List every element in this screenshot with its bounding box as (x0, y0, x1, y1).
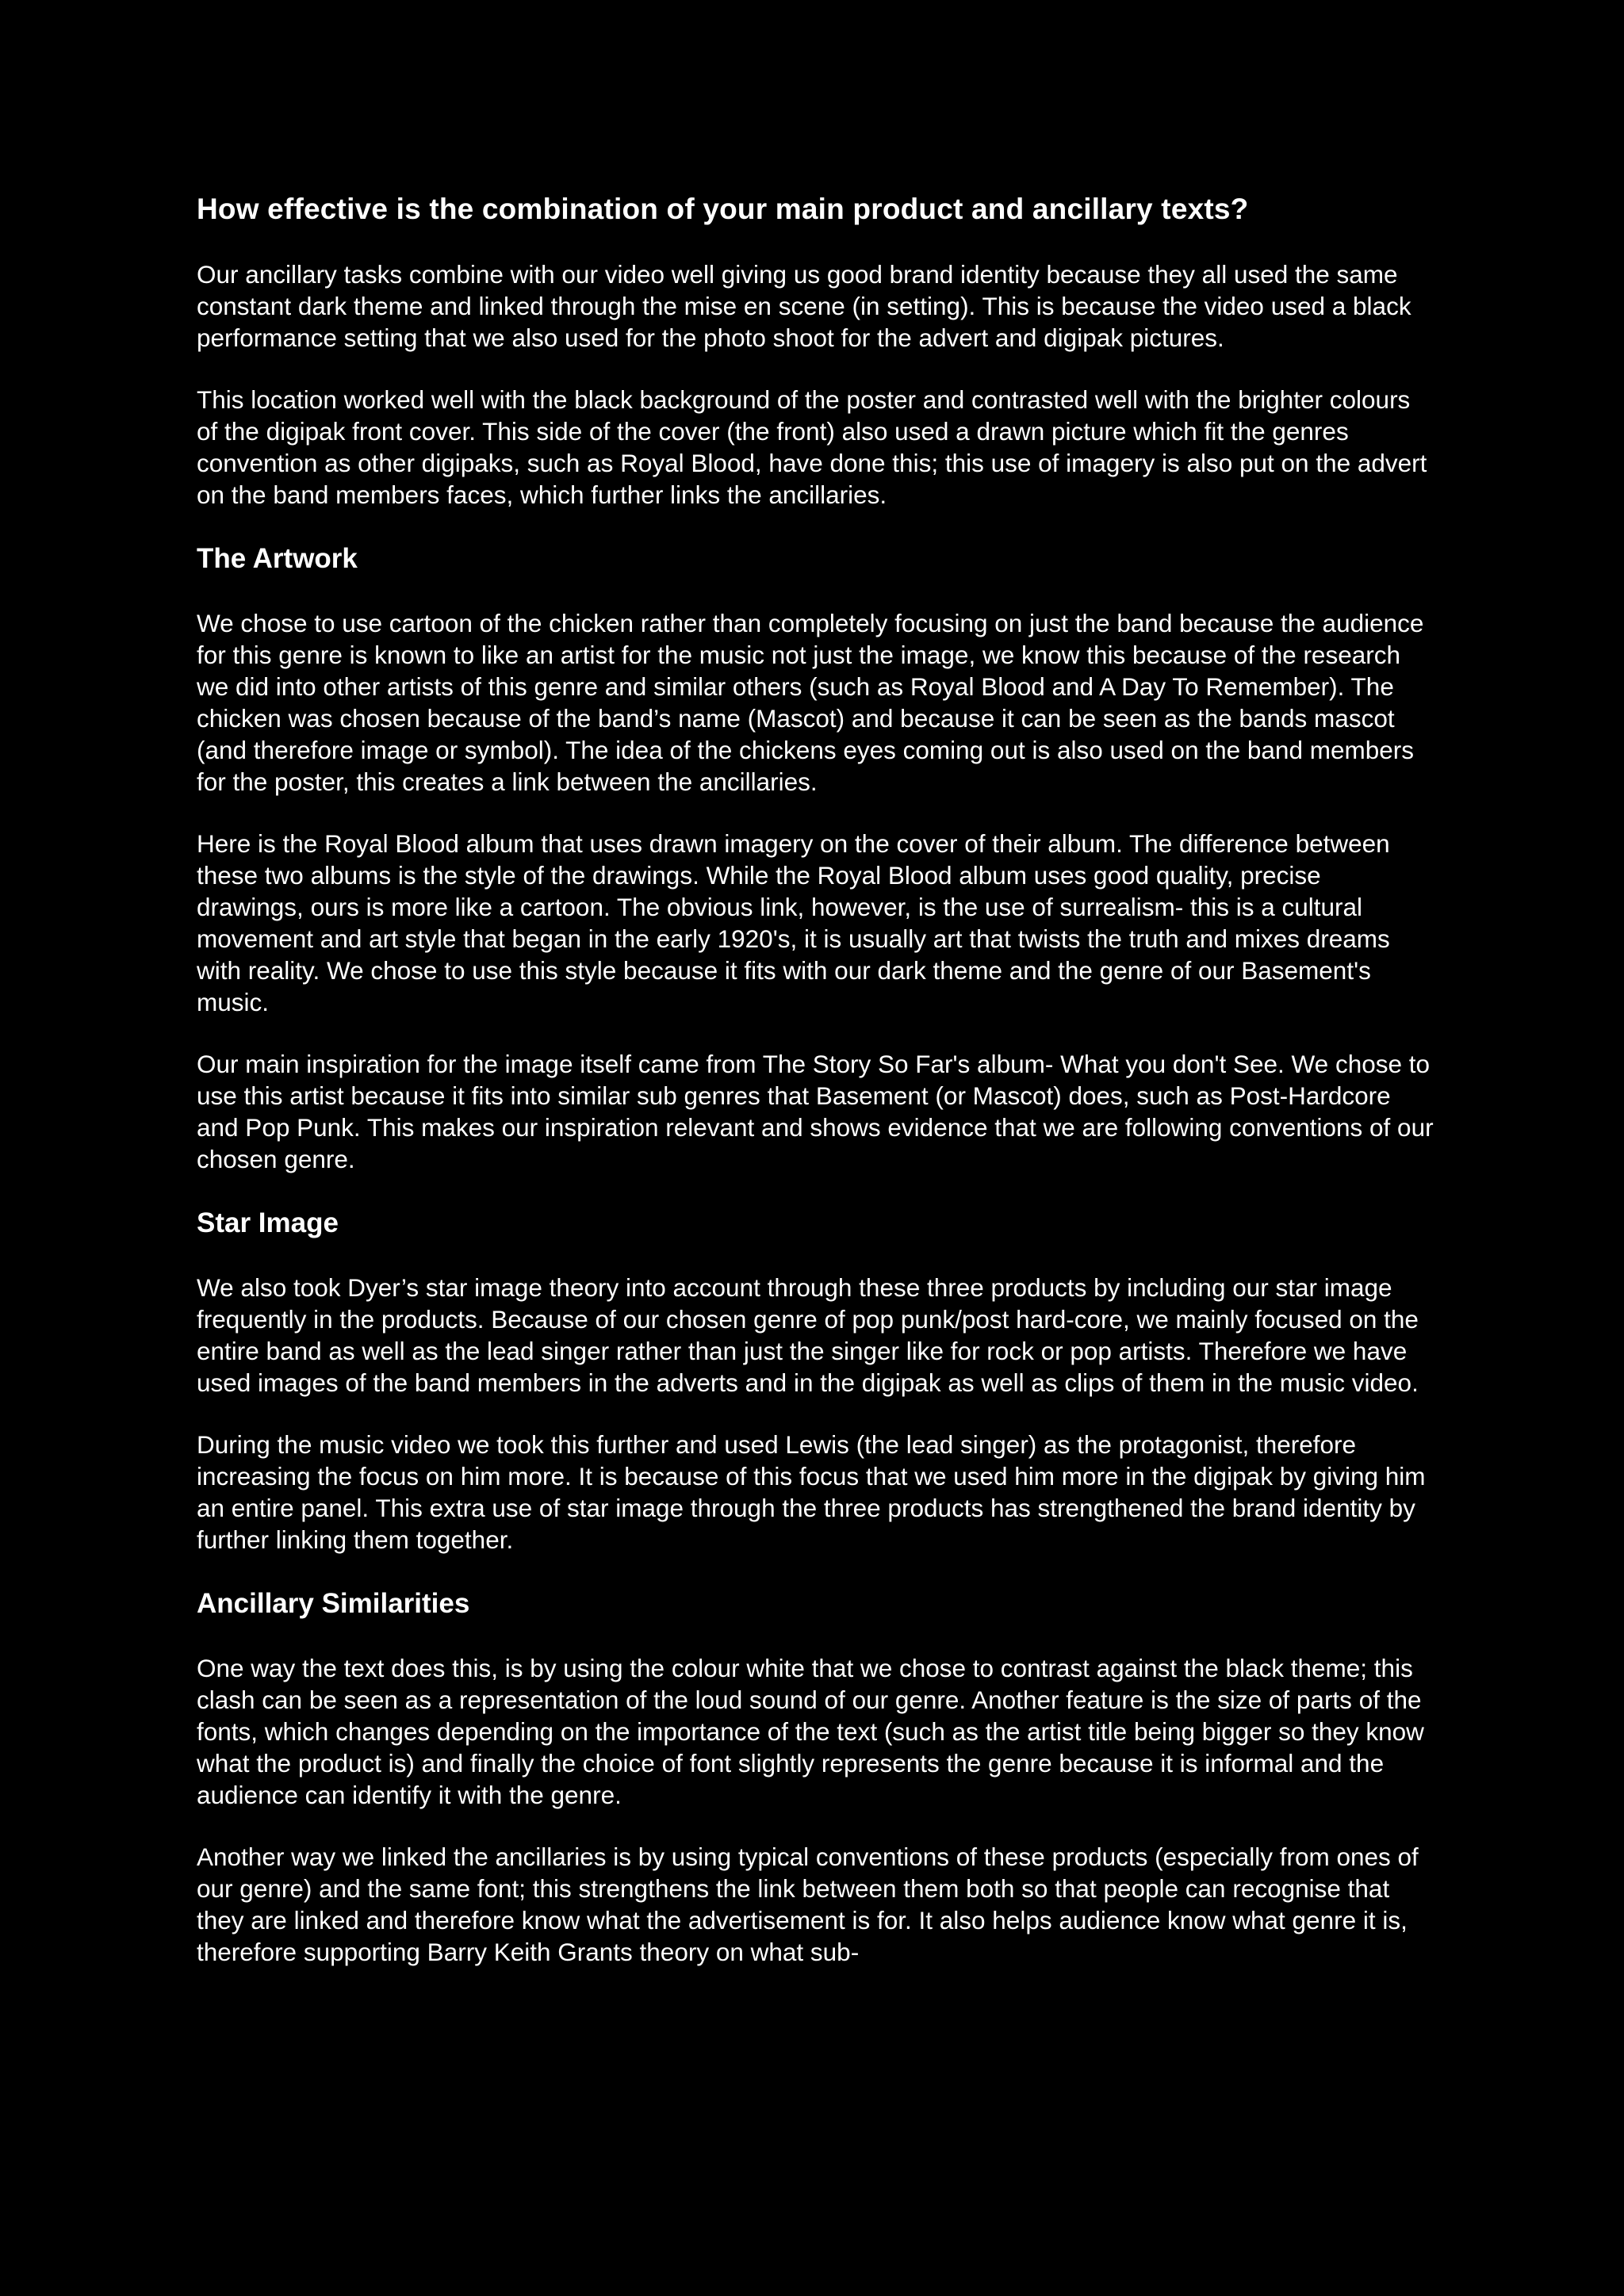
paragraph: Our ancillary tasks combine with our video well giving us good brand identity because they all used the same constant dark theme and linked through the mise en scene (in setting). This is because the video used a black performance setting that we also used for the photo shoot for the advert and digipak pictures. (197, 260, 1411, 352)
paragraph: We also took Dyer’s star image theory into account through these three products by including our star image frequently in the products. Because of our chosen genre of pop punk/post hard-core, we mainly focused on the entire band as well as the lead singer rather than just the singer like for rock or pop artists. Therefore we have used images of the band members in the adverts and in the digipak as well as clips of them in the music video. (197, 1273, 1419, 1397)
section-ancillary-similarities (197, 1586, 1434, 1968)
paragraph: Our main inspiration for the image itself came from The Story So Far's album- What you don't See. We chose to use this artist because it fits into similar sub genres that Basement (or Mascot) does, such as Post-Hardcore and Pop Punk. This makes our inspiration relevant and shows evidence that we are following conventions of our chosen genre. (197, 1050, 1434, 1173)
section-star-image (197, 1205, 1434, 1556)
section-heading: The Artwork (197, 543, 358, 574)
section-heading: Ancillary Similarities (197, 1588, 470, 1619)
paragraph: Another way we linked the ancillaries is by using typical conventions of these products (especially from ones of our genre) and the same font; this strengthens the link between them both so that people can recognise that they are linked and therefore know what the advertisement is for. It also helps audience know what genre it is, therefore supporting Barry Keith Grants theory on what sub- (197, 1843, 1419, 1966)
section-intro (197, 258, 1434, 511)
document-title: How effective is the combination of your main product and ancillary texts? (197, 193, 1249, 225)
paragraph: During the music video we took this further and used Lewis (the lead singer) as the protagonist, therefore increasing the focus on him more. It is because of this focus that we used him more in the digipak by giving him an entire panel. This extra use of star image through the three products has strengthened the brand identity by further linking them together. (197, 1430, 1426, 1554)
paragraph: One way the text does this, is by using the colour white that we chose to contrast against the black theme; this clash can be seen as a representation of the loud sound of our genre. Another feature is the size of parts of the fonts, which changes depending on the importance of the text (such as the artist title being bigger so they know what the product is) and finally the choice of font slightly represents the genre because it is informal and the audience can identify it with the genre. (197, 1654, 1424, 1809)
section-heading: Star Image (197, 1207, 339, 1238)
paragraph: Here is the Royal Blood album that uses drawn imagery on the cover of their album. The difference between these two albums is the style of the drawings. While the Royal Blood album uses good quality, precise drawings, ours is more like a cartoon. The obvious link, however, is the use of surrealism- this is a cultural movement and art style that began in the early 1920's, it is usually art that twists the truth and mixes dreams with reality. We chose to use this style because it fits with our dark theme and the genre of our Basement's music. (197, 829, 1390, 1016)
section-artwork (197, 541, 1434, 1175)
document-page (197, 190, 1434, 1998)
paragraph: This location worked well with the black background of the poster and contrasted well with the brighter colours of the digipak front cover. This side of the cover (the front) also used a drawn picture which fit the genres convention as other digipaks, such as Royal Blood, have done this; this use of imagery is also put on the advert on the band members faces, which further links the ancillaries. (197, 385, 1427, 509)
paragraph: We chose to use cartoon of the chicken rather than completely focusing on just the band because the audience for this genre is known to like an artist for the music not just the image, we know this because of the research we did into other artists of this genre and similar others (such as Royal Blood and A Day To Remember). The chicken was chosen because of the band’s name (Mascot) and because it can be seen as the bands mascot (and therefore image or symbol). The idea of the chickens eyes coming out is also used on the band members for the poster, this creates a link between the ancillaries. (197, 609, 1424, 796)
